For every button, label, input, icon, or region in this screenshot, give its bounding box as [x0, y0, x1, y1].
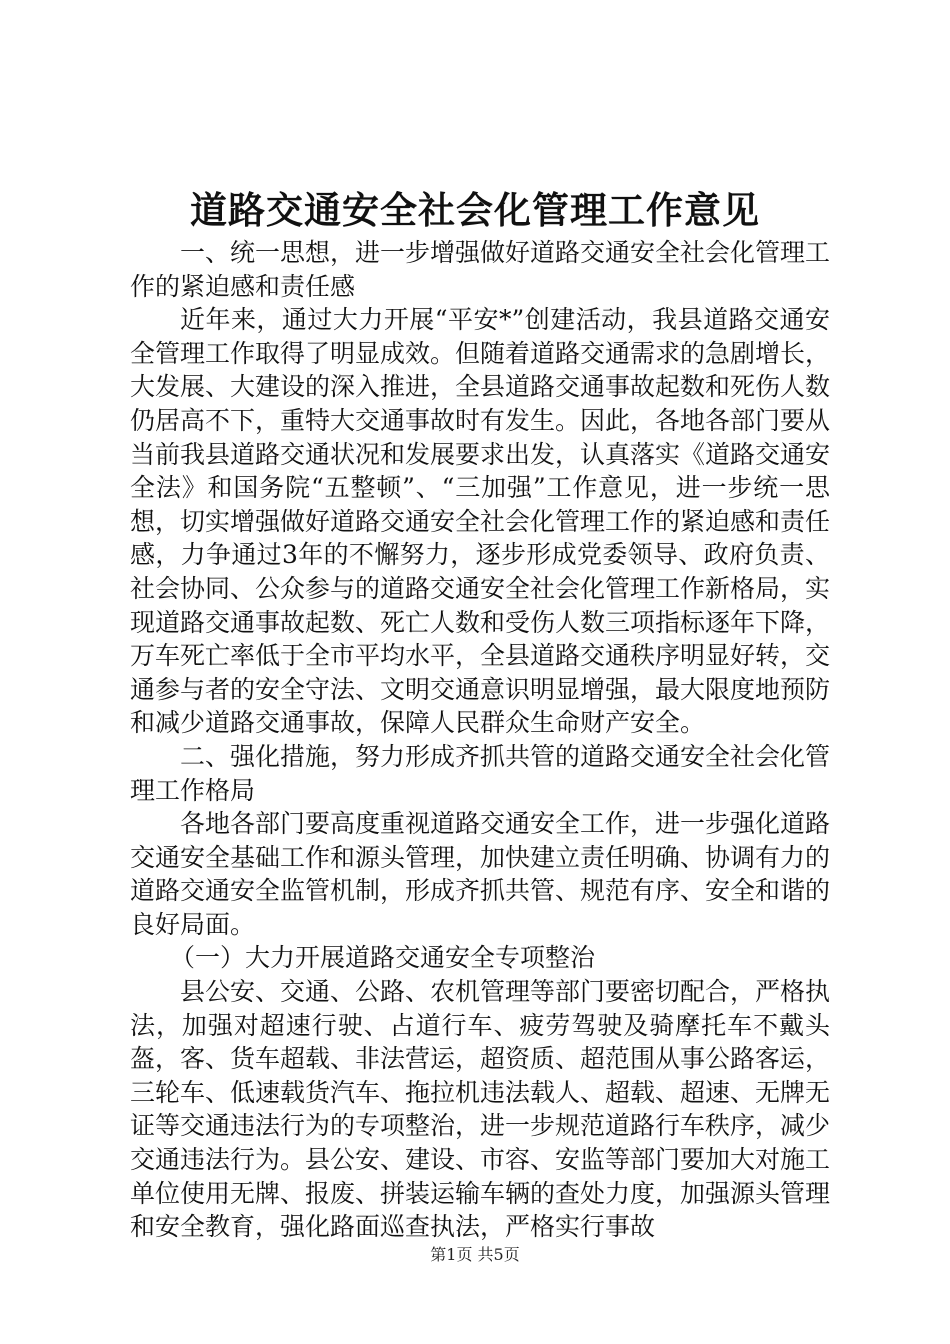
- subsection-heading-1: （一）大力开展道路交通安全专项整治: [170, 943, 596, 973]
- body-paragraph-2: 各地各部门要高度重视道路交通安全工作，进一步强化道路交通安全基础工作和源头管理，加快建立责任明确、协调有力的道路交通安全监管机制，形成齐抓共管、规范有序、安全和谐的良好局面。: [130, 809, 831, 939]
- body-paragraph-1: 近年来，通过大力开展“平安*”创建活动，我县道路交通安全管理工作取得了明显成效。但随着道路交通需求的急剧增长，大发展、大建设的深入推进，全县道路交通事故起数和死伤人数仍居高不下，重特大交通事故时有发生。因此，各地各部门要从当前我县道路交通状况和发展要求出发，认真落实《道路交通安全法》和国务院“五整顿”、“三加强”工作意见，进一步统一思想，切实增强做好道路交通安全社会化管理工作的紧迫感和责任感，力争通过3年的不懈努力，逐步形成党委领导、政府负责、社会协同、公众参与的道路交通安全社会化管理工作新格局，实现道路交通事故起数、死亡人数和受伤人数三项指标逐年下降，万车死亡率低于全市平均水平，全县道路交通秩序明显好转，交通参与者的安全守法、文明交通意识明显增强，最大限度地预防和减少道路交通事故，保障人民群众生命财产安全。: [130, 305, 831, 738]
- document-body: [130, 236, 830, 1244]
- document-title: 道路交通安全社会化管理工作意见: [190, 188, 760, 232]
- section-heading-2: 二、强化措施，努力形成齐抓共管的道路交通安全社会化管理工作格局: [130, 741, 831, 805]
- page-footer: 第1页 共5页: [430, 1245, 520, 1264]
- section-heading-1: 一、统一思想，进一步增强做好道路交通安全社会化管理工作的紧迫感和责任感: [130, 238, 831, 301]
- body-paragraph-3: 县公安、交通、公路、农机管理等部门要密切配合，严格执法，加强对超速行驶、占道行车、疲劳驾驶及骑摩托车不戴头盔，客、货车超载、非法营运，超资质、超范围从事公路客运，三轮车、低速载货汽车、拖拉机违法载人、超载、超速、无牌无证等交通违法行为的专项整治，进一步规范道路行车秩序，减少交通违法行为。县公安、建设、市容、安监等部门要加大对施工单位使用无牌、报废、拼装运输车辆的查处力度，加强源头管理和安全教育，强化路面巡查执法，严格实行事故: [130, 977, 831, 1242]
